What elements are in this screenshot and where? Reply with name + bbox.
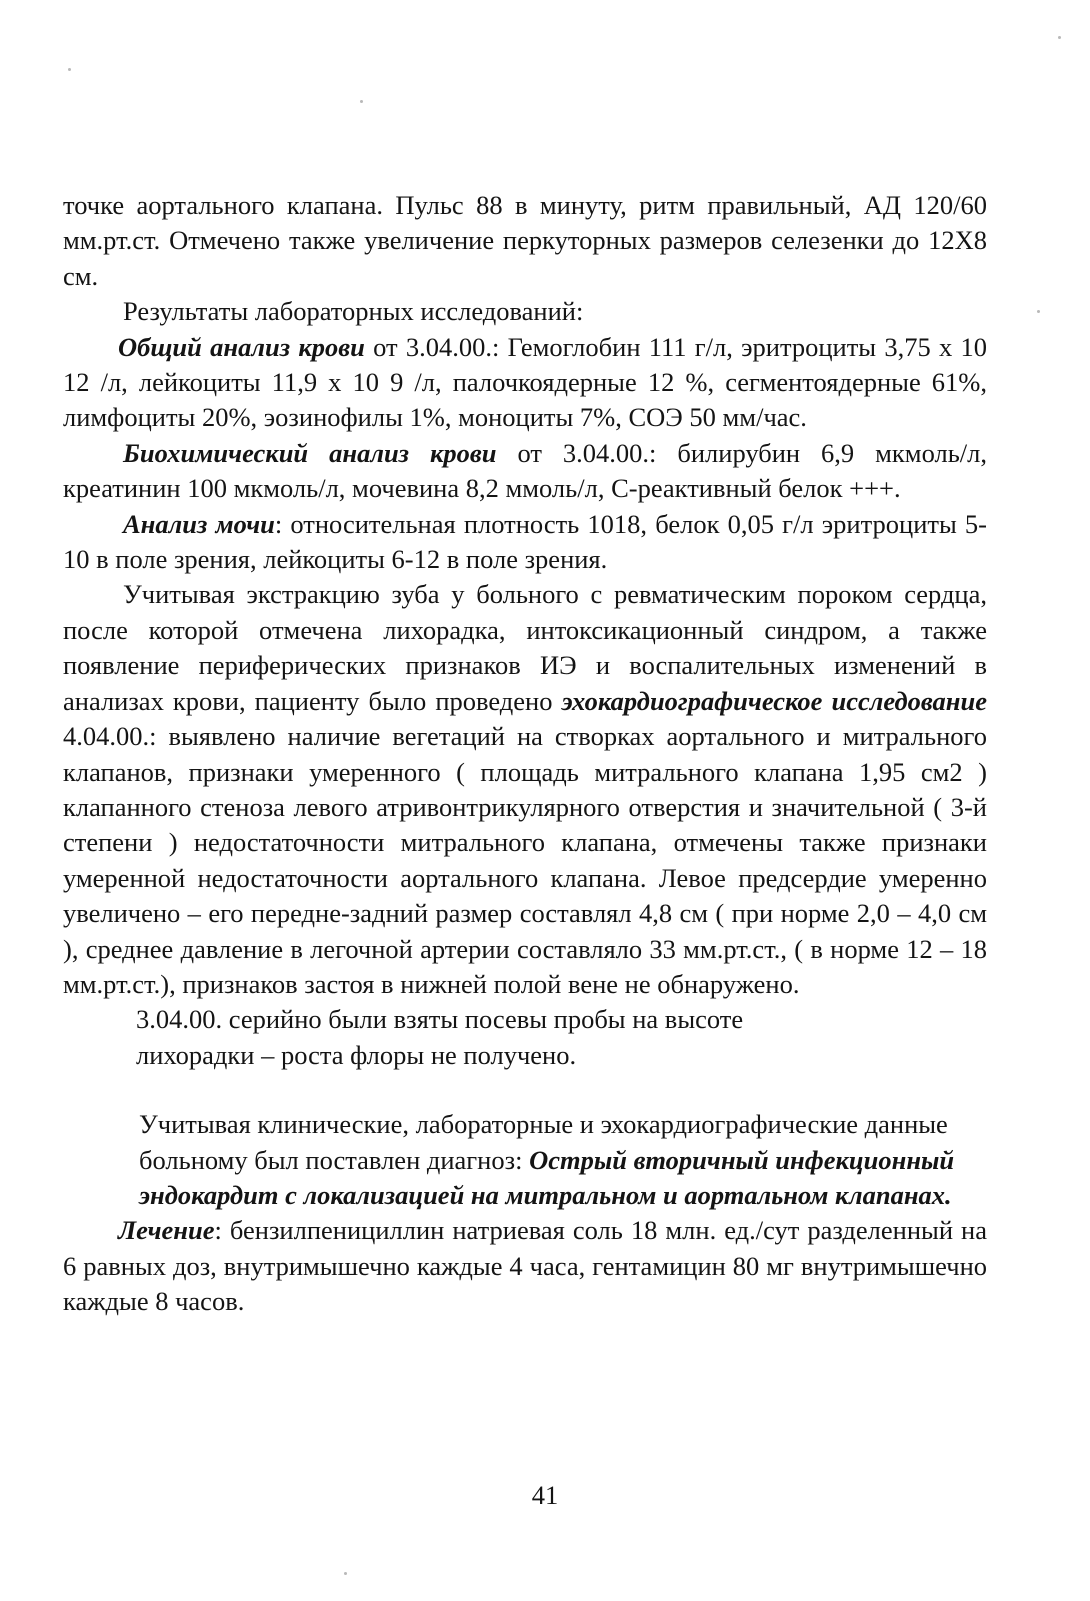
lab-results-heading-text: Результаты лабораторных исследований:: [123, 296, 584, 327]
urinalysis-text: : относительная плотность 1018, белок 0,05 г/л эритроциты 5-10 в поле зрения, лейкоциты 6-12 в поле зрения.: [63, 508, 987, 575]
exam-findings-text: точке аортального клапана. Пульс 88 в минуту, ритм правильный, АД 120/60 мм.рт.ст. Отмечено также увеличение перкуторных размеров селезенки до 12Х8 см.: [63, 190, 987, 291]
blood-culture-line-2: лихорадки – роста флоры не получено.: [136, 1039, 577, 1070]
scan-speck: [68, 68, 71, 71]
biochem-paragraph: [63, 436, 987, 507]
scan-speck: [1058, 36, 1061, 39]
cbc-paragraph: [63, 330, 987, 436]
echo-findings-text: 4.04.00.: выявлено наличие вегетаций на створках аортального и митрального клапанов, признаки умеренного ( площадь митрального клапана 1,95 см2 ) клапанного стеноза левого атривонтрикулярного отверстия и значительной ( 3-й степени ) недостаточности митрального клапана, отмечены также признаки умеренной недостаточности аортального клапана. Левое предсердие умеренно увеличено – его передне-задний размер составлял 4,8 см ( при норме 2,0 – 4,0 см ), среднее давление в легочной артерии составляло 33 мм.рт.ст., ( в норме 12 – 18 мм.рт.ст.), признаков застоя в нижней полой вене не обнаружено.: [63, 721, 987, 999]
treatment-title: Лечение: [118, 1215, 215, 1246]
biochem-title: Биохимический анализ крови: [123, 437, 497, 468]
document-page: [63, 188, 987, 1320]
echo-paragraph: [63, 577, 987, 1002]
treatment-paragraph: [63, 1213, 987, 1319]
urinalysis-paragraph: [63, 507, 987, 578]
biochem-text: от 3.04.00.: билирубин 6,9 мкмоль/л, креатинин 100 мкмоль/л, мочевина 8,2 ммоль/л, С-реактивный белок +++.: [63, 437, 987, 504]
exam-findings-paragraph: [63, 188, 987, 294]
blood-culture-line-1: 3.04.00. серийно были взяты посевы пробы на высоте: [136, 1004, 744, 1035]
scan-speck: [1037, 310, 1040, 313]
diagnosis-intro-text: Учитывая клинические, лабораторные и эхокардиографические данные больному был поставлен диагноз:: [139, 1109, 948, 1175]
page-number: 41: [531, 1480, 559, 1510]
diagnosis-paragraph: [139, 1107, 987, 1213]
urinalysis-title: Анализ мочи: [123, 508, 275, 539]
lab-results-heading: [63, 294, 987, 329]
blood-culture-paragraph: [136, 1002, 987, 1073]
scan-speck: [360, 100, 363, 103]
cbc-text: от 3.04.00.: Гемоглобин 111 г/л, эритроциты 3,75 x 10 12 /л, лейкоциты 11,9 x 10 9 /л, палочкоядерные 12 %, сегментоядерные 61%, лимфоциты 20%, эозинофилы 1%, моноциты 7%, СОЭ 50 мм/час.: [63, 331, 987, 433]
treatment-text: : бензилпенициллин натриевая соль 18 млн. ед./сут разделенный на 6 равных доз, внутримышечно каждые 4 часа, гентамицин 80 мг внутримышечно каждые 8 часов.: [63, 1215, 987, 1317]
echo-title: эхокардиографическое исследование: [561, 685, 987, 716]
cbc-title: Общий анализ крови: [118, 331, 365, 362]
scan-speck: [344, 1572, 347, 1575]
diagnosis-text: Острый вторичный инфекционный эндокардит с локализацией на митральном и аортальном клапанах.: [139, 1144, 955, 1210]
echo-intro-text: Учитывая экстракцию зуба у больного с ревматическим пороком сердца, после которой отмечена лихорадка, интоксикационный синдром, а также появление периферических признаков ИЭ и воспалительных изменений в анализах крови, пациенту было проведено: [63, 579, 987, 716]
